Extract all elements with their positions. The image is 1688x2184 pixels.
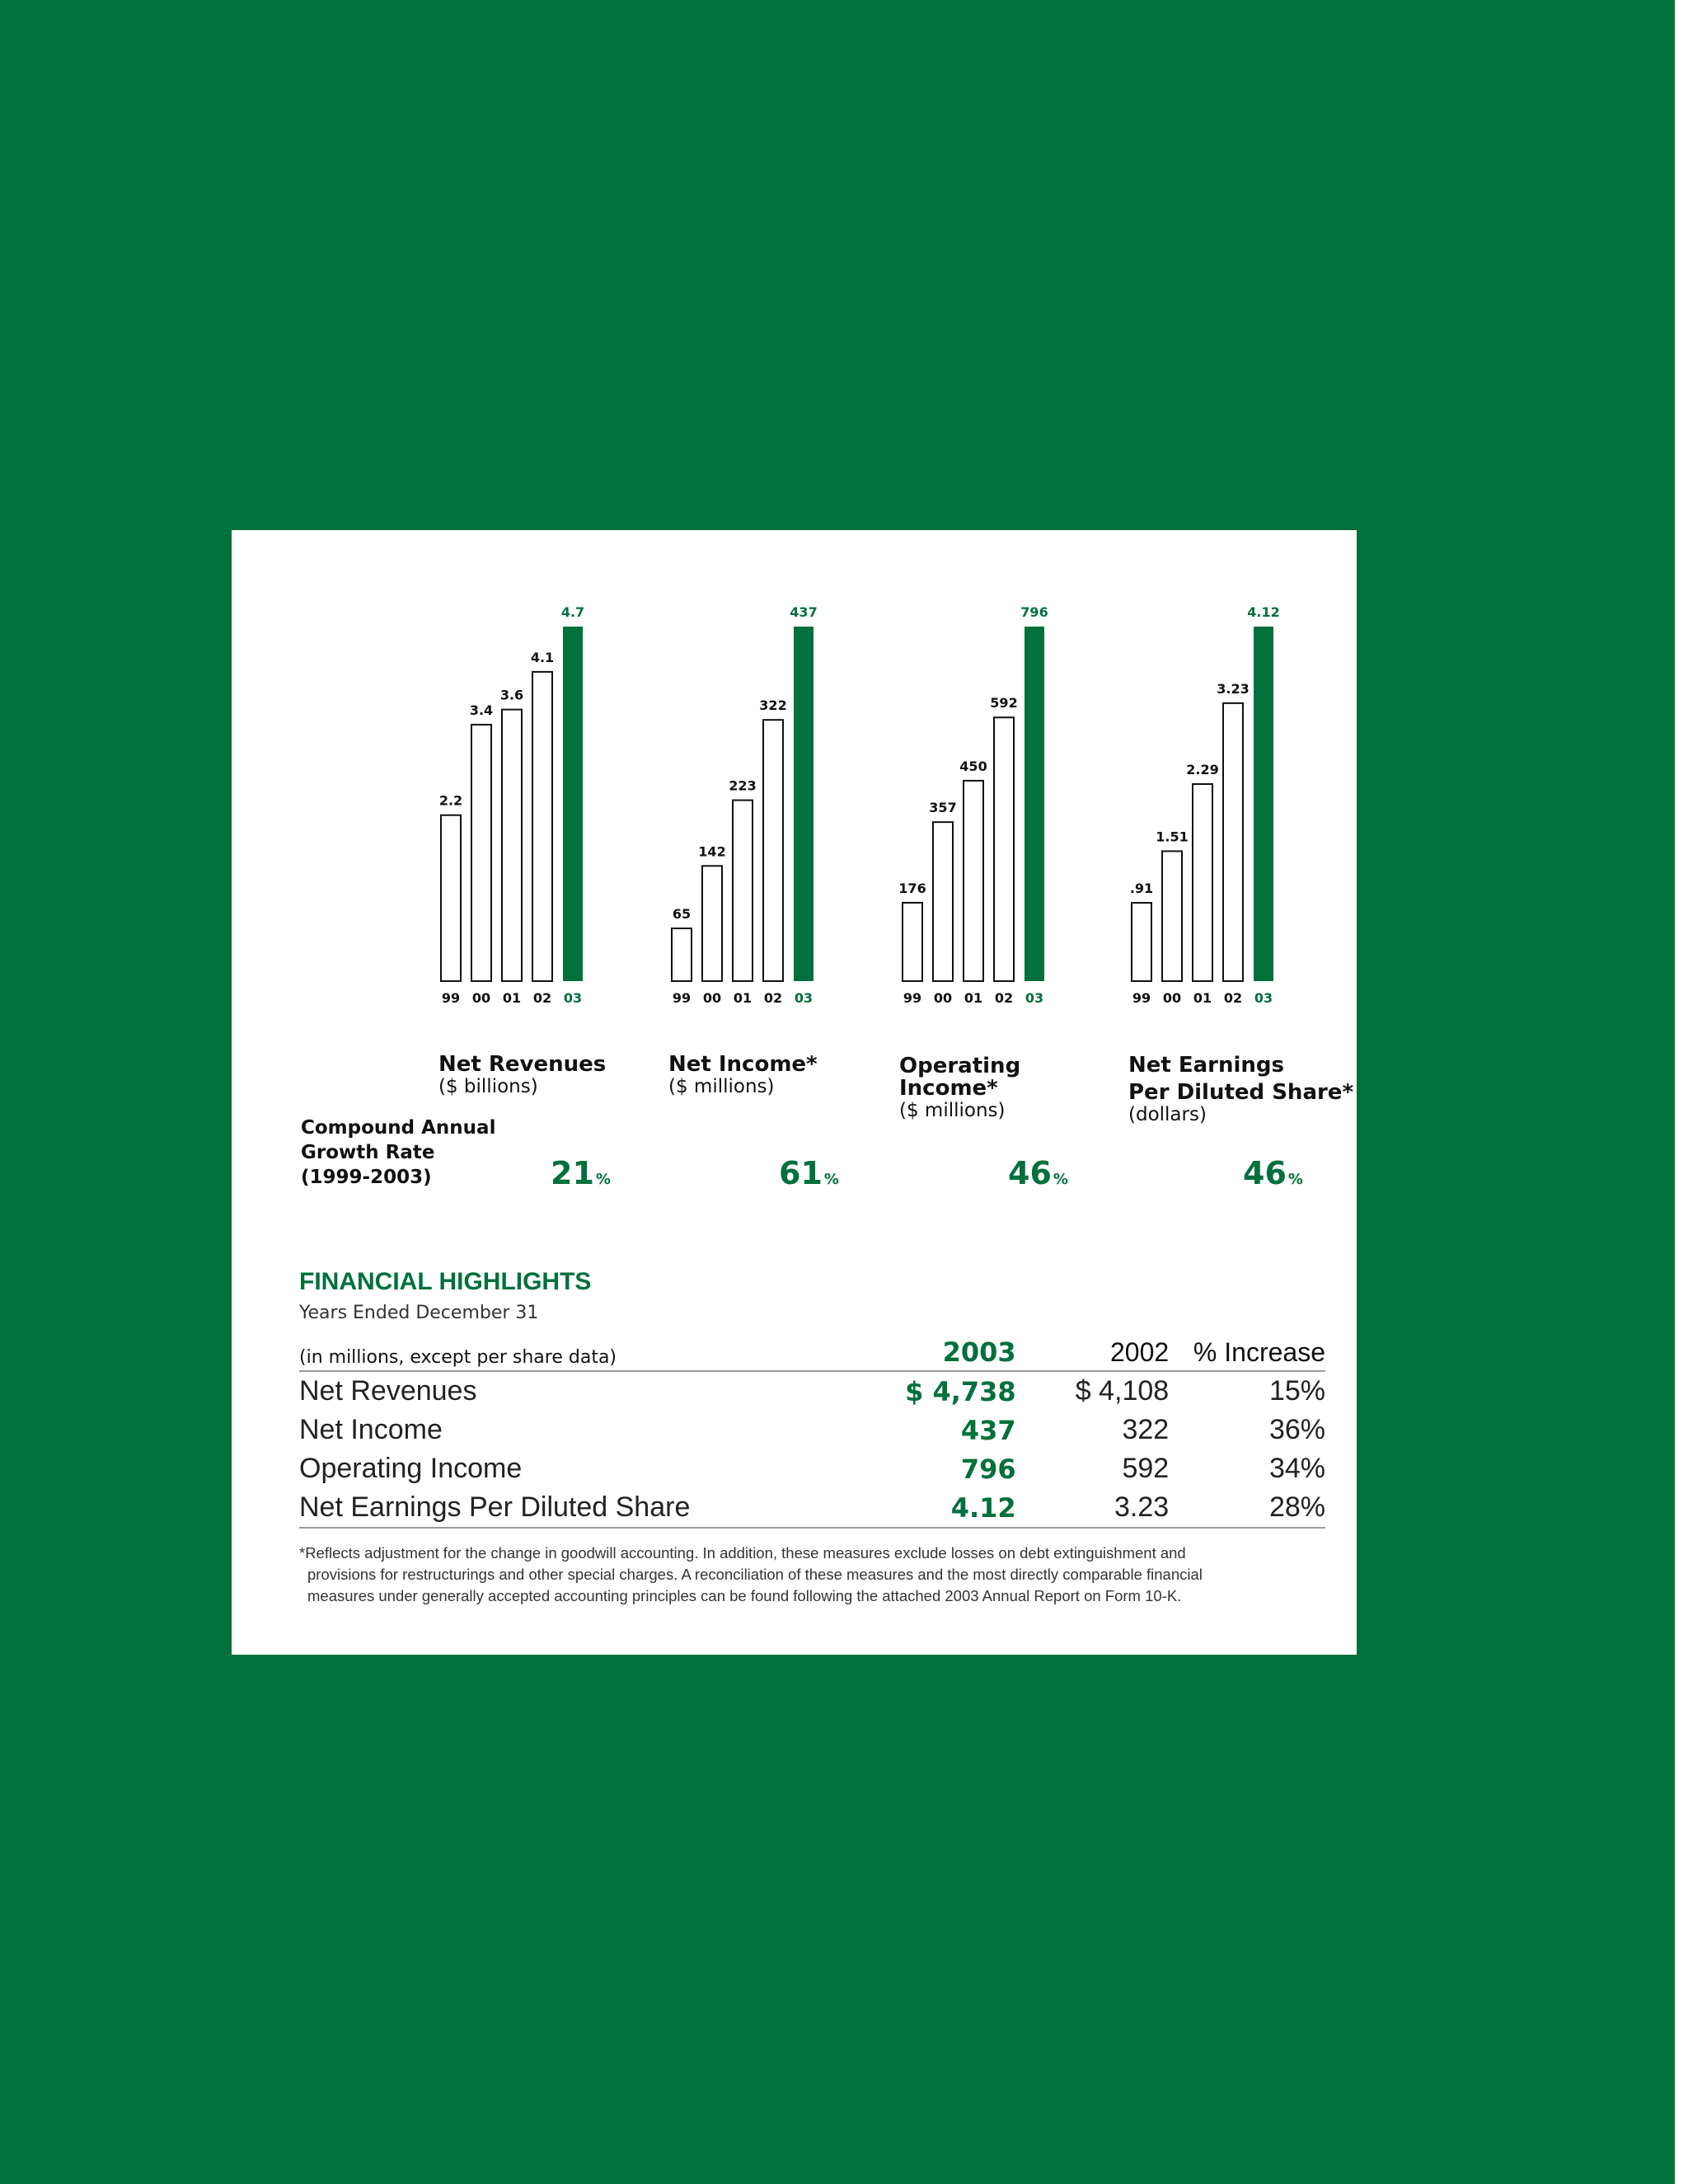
cagr-number: 61 (779, 1155, 823, 1191)
chart-title-line-1: Net Earnings (1128, 1053, 1285, 1078)
chart-title: Net Revenues (438, 1052, 607, 1077)
tick-label-02: 02 (1223, 990, 1243, 1006)
tick-label-03: 03 (794, 990, 814, 1006)
data-label-99: 65 (672, 906, 692, 923)
bar-03 (1025, 627, 1044, 981)
row-label: Net Earnings Per Diluted Share (299, 1488, 879, 1528)
bar-02 (994, 717, 1014, 981)
cagr-number: 46 (1243, 1155, 1287, 1191)
cagr-label-line-3: (1999-2003) (301, 1167, 432, 1188)
chart-title: Net Income* (668, 1052, 818, 1077)
chart-unit: ($ millions) (668, 1076, 775, 1097)
tick-label-02: 02 (994, 990, 1014, 1006)
value-2003: 4.12 (879, 1488, 1016, 1528)
data-label-01: 450 (959, 758, 987, 774)
value-2003: $ 4,738 (905, 1375, 1016, 1407)
tick-label-00: 00 (933, 990, 953, 1006)
bar-02 (763, 720, 783, 981)
tick-label-03: 03 (1025, 990, 1044, 1006)
bar-03 (794, 627, 814, 981)
data-label-02: 592 (990, 695, 1018, 712)
tick-label-01: 01 (502, 990, 522, 1006)
footnote-line-1: *Reflects adjustment for the change in goodwill accounting. In addition, these measures exclude losses on debt extinguishment and (299, 1544, 1186, 1562)
value-2002: $ 4,108 (1075, 1375, 1170, 1407)
value-increase: 15% (1268, 1375, 1325, 1407)
value-2003: 796 (960, 1453, 1016, 1485)
percent-sign: % (595, 1171, 611, 1188)
bar-99 (672, 928, 692, 981)
bar-02 (532, 672, 552, 981)
table-row (299, 1488, 1325, 1528)
data-label-02: 3.23 (1217, 680, 1250, 697)
footnote (299, 1543, 1329, 1607)
data-label-03: 4.7 (560, 604, 585, 620)
value-2002: 592 (1122, 1453, 1170, 1484)
tick-label-99: 99 (441, 990, 461, 1006)
chart-unit: ($ millions) (899, 1100, 1006, 1121)
chart-unit: (dollars) (1128, 1104, 1207, 1125)
percent-sign: % (823, 1171, 839, 1188)
tick-label-00: 00 (471, 990, 491, 1006)
footnote-line-3: measures under generally accepted accounting principles can be found following the attached 2003 Annual Report on Form 10-K. (307, 1587, 1182, 1604)
table-header-row (299, 1336, 1325, 1371)
column-header-2003: 2003 (879, 1336, 1016, 1371)
value-increase: 34% (1268, 1453, 1325, 1484)
row-label: Net Income (299, 1414, 443, 1445)
cagr-value-net-income (779, 1155, 839, 1191)
chart-net-earnings-per-share (1128, 571, 1354, 1125)
data-label-01: 223 (729, 777, 757, 794)
chart-title-line-2: Income* (899, 1076, 998, 1101)
cagr-value-net-revenues (551, 1155, 611, 1191)
value-increase: 36% (1268, 1414, 1325, 1445)
tick-label-99: 99 (672, 990, 692, 1006)
value-2002: 3.23 (1016, 1488, 1170, 1528)
tick-label-03: 03 (563, 990, 583, 1006)
tick-label-00: 00 (702, 990, 722, 1006)
bar-00 (933, 822, 953, 981)
bar-00 (1162, 851, 1182, 981)
cagr-label-line-1: Compound Annual (301, 1117, 496, 1139)
bar-01 (1193, 784, 1212, 981)
bar-chart-operating-income (899, 571, 1114, 1099)
bar-00 (471, 725, 491, 981)
tick-label-02: 02 (532, 990, 552, 1006)
column-header-label: (in millions, except per share data) (299, 1336, 879, 1371)
column-header-increase: % Increase (1169, 1336, 1325, 1371)
data-label-03: 4.12 (1247, 604, 1280, 620)
bar-chart-net-revenues (438, 571, 652, 1099)
data-label-99: 2.2 (438, 792, 463, 809)
chart-title-line-1: Operating (899, 1054, 1021, 1078)
data-label-01: 3.6 (499, 687, 524, 703)
data-label-00: 1.51 (1156, 829, 1189, 845)
data-label-02: 4.1 (530, 649, 555, 665)
table-row (299, 1449, 1325, 1488)
table-row (299, 1371, 1325, 1411)
chart-net-income (668, 571, 883, 1099)
cagr-label (301, 1115, 495, 1190)
chart-unit: ($ billions) (438, 1076, 538, 1097)
bar-01 (502, 710, 522, 981)
financial-highlights-subtitle: Years Ended December 31 (299, 1303, 539, 1323)
tick-label-00: 00 (1162, 990, 1182, 1006)
column-header-2002: 2002 (1016, 1336, 1170, 1371)
tick-label-02: 02 (763, 990, 783, 1006)
cagr-number: 46 (1008, 1155, 1052, 1191)
data-label-01: 2.29 (1186, 761, 1219, 777)
data-label-99: .91 (1129, 881, 1154, 897)
right-edge-strip (1675, 0, 1688, 2184)
footnote-line-2: provisions for restructurings and other special charges. A reconciliation of these measures and the most directly comparable financial (307, 1566, 1203, 1583)
chart-net-revenues (438, 571, 652, 1099)
bar-chart-net-income (668, 571, 883, 1099)
bar-chart-eps (1128, 571, 1343, 1099)
tick-label-01: 01 (733, 990, 753, 1006)
data-label-00: 142 (698, 843, 726, 860)
bar-99 (441, 815, 461, 981)
table-row (299, 1411, 1325, 1449)
cagr-number: 21 (551, 1155, 594, 1191)
highlights-panel (232, 530, 1357, 1655)
bar-01 (733, 801, 753, 981)
value-2003: 437 (960, 1414, 1016, 1446)
percent-sign: % (1287, 1171, 1303, 1188)
value-increase: 28% (1169, 1488, 1325, 1528)
tick-label-03: 03 (1254, 990, 1273, 1006)
financial-highlights-title: FINANCIAL HIGHLIGHTS (299, 1268, 592, 1295)
bar-03 (1254, 627, 1273, 981)
bar-00 (702, 866, 722, 981)
tick-label-99: 99 (1132, 990, 1151, 1006)
cagr-label-line-2: Growth Rate (301, 1142, 435, 1163)
tick-label-01: 01 (1193, 990, 1212, 1006)
bar-99 (1132, 903, 1151, 981)
chart-title-line-2: Per Diluted Share* (1128, 1080, 1354, 1105)
value-2002: 322 (1122, 1414, 1170, 1445)
tick-label-01: 01 (964, 990, 983, 1006)
financial-highlights-table (299, 1336, 1325, 1529)
data-label-00: 3.4 (469, 702, 494, 718)
row-label: Operating Income (299, 1453, 523, 1484)
tick-label-99: 99 (903, 990, 922, 1006)
bar-03 (563, 627, 583, 981)
bar-99 (903, 903, 922, 981)
data-label-02: 322 (759, 697, 787, 714)
bar-02 (1223, 703, 1243, 981)
percent-sign: % (1053, 1171, 1068, 1188)
cagr-value-operating-income (1008, 1155, 1068, 1191)
data-label-03: 437 (790, 604, 818, 620)
data-label-03: 796 (1020, 604, 1048, 620)
data-label-00: 357 (929, 800, 957, 816)
cagr-value-eps (1243, 1155, 1303, 1191)
row-label: Net Revenues (299, 1375, 477, 1407)
chart-operating-income (898, 571, 1114, 1121)
data-label-99: 176 (898, 880, 926, 896)
bar-01 (964, 781, 983, 981)
